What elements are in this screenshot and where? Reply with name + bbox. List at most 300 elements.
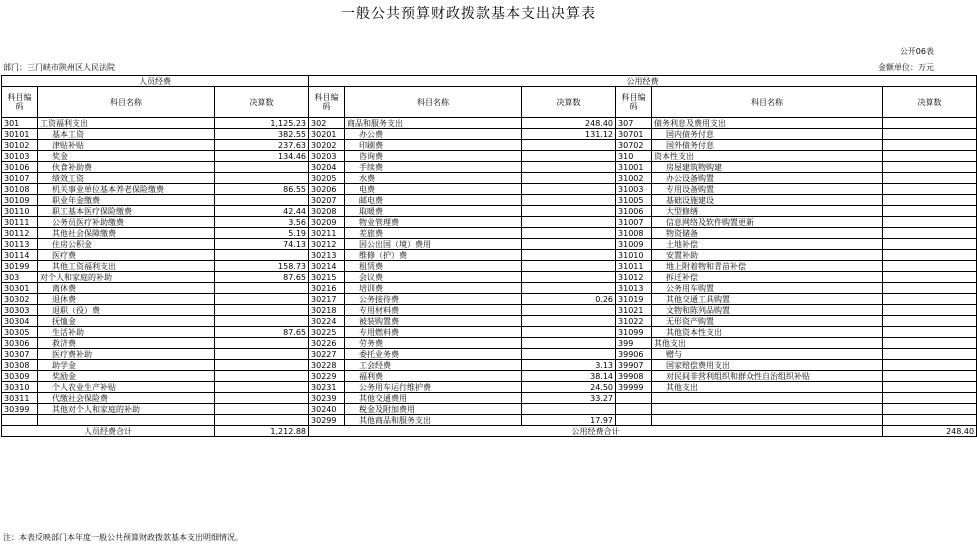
cell-code-2: 30239	[309, 393, 345, 404]
cell-code-3: 31003	[616, 184, 652, 195]
table-row	[2, 140, 977, 151]
cell-name-3: 办公设备购置	[652, 173, 883, 184]
cell-name-3: 土地补偿	[652, 239, 883, 250]
cell-code-2: 30217	[309, 294, 345, 305]
cell-name-3: 物资储备	[652, 228, 883, 239]
totals-row	[2, 426, 977, 437]
cell-amount-1	[215, 404, 309, 415]
cell-code-2: 30211	[309, 228, 345, 239]
cell-name-3: 其他支出	[652, 382, 883, 393]
cell-amount-2	[522, 184, 616, 195]
cell-code-2: 30202	[309, 140, 345, 151]
cell-amount-3	[883, 283, 977, 294]
cell-amount-1	[215, 294, 309, 305]
cell-code-1: 30310	[2, 382, 38, 393]
cell-amount-1: 87.65	[215, 272, 309, 283]
col-name-1: 科目名称	[38, 87, 215, 118]
cell-amount-3	[883, 327, 977, 338]
cell-name-3: 文物和陈列品购置	[652, 305, 883, 316]
cell-code-1: 30309	[2, 371, 38, 382]
cell-amount-3	[883, 349, 977, 360]
table-row	[2, 327, 977, 338]
cell-code-3: 39906	[616, 349, 652, 360]
table-row	[2, 184, 977, 195]
cell-code-1: 30301	[2, 283, 38, 294]
form-number: 公开06表	[899, 47, 934, 56]
cell-amount-3	[883, 305, 977, 316]
cell-amount-3	[883, 338, 977, 349]
table-row	[2, 393, 977, 404]
cell-amount-3	[883, 294, 977, 305]
table-row	[2, 404, 977, 415]
cell-name-1: 医疗费	[38, 250, 215, 261]
cell-amount-1: 42.44	[215, 206, 309, 217]
cell-amount-1: 237.63	[215, 140, 309, 151]
cell-name-1: 住房公积金	[38, 239, 215, 250]
cell-code-1: 30106	[2, 162, 38, 173]
cell-name-3: 专用设备购置	[652, 184, 883, 195]
cell-amount-2	[522, 239, 616, 250]
cell-amount-2	[522, 206, 616, 217]
cell-code-2: 30226	[309, 338, 345, 349]
cell-amount-2: 24.50	[522, 382, 616, 393]
table-row	[2, 228, 977, 239]
cell-name-1: 个人农业生产补贴	[38, 382, 215, 393]
cell-amount-2	[522, 162, 616, 173]
cell-amount-2: 131.12	[522, 129, 616, 140]
section-header-row	[2, 76, 977, 87]
cell-amount-3	[883, 162, 977, 173]
cell-name-1: 退休费	[38, 294, 215, 305]
col-amount-3: 决算数	[883, 87, 977, 118]
cell-code-1: 30111	[2, 217, 38, 228]
cell-name-1: 机关事业单位基本养老保险缴费	[38, 184, 215, 195]
table-row	[2, 305, 977, 316]
cell-amount-3	[883, 371, 977, 382]
table-row	[2, 129, 977, 140]
department-label: 部门：三门峡市陕州区人民法院	[3, 63, 115, 72]
cell-name-1: 工资福利支出	[38, 118, 215, 129]
cell-code-3: 31012	[616, 272, 652, 283]
cell-name-2: 其他交通费用	[345, 393, 522, 404]
cell-name-3: 其他交通工具购置	[652, 294, 883, 305]
cell-name-3: 国外债务付息	[652, 140, 883, 151]
table-row	[2, 415, 977, 426]
cell-amount-2	[522, 404, 616, 415]
cell-code-2: 30216	[309, 283, 345, 294]
cell-amount-1	[215, 162, 309, 173]
cell-amount-3	[883, 217, 977, 228]
cell-amount-3	[883, 393, 977, 404]
cell-name-2: 工会经费	[345, 360, 522, 371]
cell-amount-3	[883, 404, 977, 415]
cell-code-3: 39907	[616, 360, 652, 371]
cell-name-2: 其他商品和服务支出	[345, 415, 522, 426]
cell-name-3	[652, 393, 883, 404]
cell-amount-1: 1,125.23	[215, 118, 309, 129]
cell-code-3: 39908	[616, 371, 652, 382]
cell-amount-2: 33.27	[522, 393, 616, 404]
cell-name-3: 基础设施建设	[652, 195, 883, 206]
cell-amount-2	[522, 272, 616, 283]
public-section-header: 公用经费	[309, 76, 977, 87]
cell-amount-3	[883, 228, 977, 239]
unit-line	[3, 62, 934, 73]
table-row	[2, 382, 977, 393]
cell-code-2: 30224	[309, 316, 345, 327]
cell-code-2: 30218	[309, 305, 345, 316]
cell-code-2: 30212	[309, 239, 345, 250]
cell-name-2: 委托业务费	[345, 349, 522, 360]
cell-amount-3	[883, 272, 977, 283]
cell-amount-1	[215, 316, 309, 327]
table-row	[2, 349, 977, 360]
cell-code-1: 30307	[2, 349, 38, 360]
cell-amount-1	[215, 195, 309, 206]
cell-code-2: 302	[309, 118, 345, 129]
cell-name-2: 咨询费	[345, 151, 522, 162]
table-row	[2, 316, 977, 327]
cell-code-1: 30199	[2, 261, 38, 272]
cell-amount-1	[215, 338, 309, 349]
cell-name-1: 公务员医疗补助缴费	[38, 217, 215, 228]
cell-code-3: 31019	[616, 294, 652, 305]
cell-name-2: 劳务费	[345, 338, 522, 349]
cell-amount-3	[883, 118, 977, 129]
cell-code-2: 30240	[309, 404, 345, 415]
cell-code-1: 30102	[2, 140, 38, 151]
cell-name-1: 奖金	[38, 151, 215, 162]
cell-name-3: 公务用车购置	[652, 283, 883, 294]
cell-code-3	[616, 415, 652, 426]
cell-amount-1	[215, 382, 309, 393]
cell-code-1: 301	[2, 118, 38, 129]
cell-code-3: 31005	[616, 195, 652, 206]
col-code-1: 科目编码	[2, 87, 38, 118]
cell-code-2: 30225	[309, 327, 345, 338]
cell-name-2: 公务接待费	[345, 294, 522, 305]
cell-name-3: 其他资本性支出	[652, 327, 883, 338]
cell-name-1: 其他对个人和家庭的补助	[38, 404, 215, 415]
cell-name-1: 绩效工资	[38, 173, 215, 184]
table-row	[2, 360, 977, 371]
table-row	[2, 272, 977, 283]
cell-code-1: 30308	[2, 360, 38, 371]
cell-name-2: 差旅费	[345, 228, 522, 239]
cell-name-3: 地上附着物和青苗补偿	[652, 261, 883, 272]
cell-amount-1	[215, 371, 309, 382]
cell-amount-2: 17.97	[522, 415, 616, 426]
cell-name-2: 福利费	[345, 371, 522, 382]
cell-amount-2: 38.14	[522, 371, 616, 382]
cell-name-1: 救济费	[38, 338, 215, 349]
cell-name-1: 生活补助	[38, 327, 215, 338]
cell-amount-1	[215, 305, 309, 316]
cell-code-2: 30209	[309, 217, 345, 228]
cell-code-2: 30208	[309, 206, 345, 217]
cell-amount-3	[883, 184, 977, 195]
cell-amount-3	[883, 261, 977, 272]
table-row	[2, 371, 977, 382]
cell-amount-2	[522, 195, 616, 206]
cell-name-1	[38, 415, 215, 426]
cell-amount-3	[883, 195, 977, 206]
col-amount-2: 决算数	[522, 87, 616, 118]
cell-code-3: 31010	[616, 250, 652, 261]
cell-amount-1	[215, 349, 309, 360]
cell-code-2: 30201	[309, 129, 345, 140]
cell-name-2: 租赁费	[345, 261, 522, 272]
col-code-3: 科目编码	[616, 87, 652, 118]
cell-name-3: 对民间非营利组织和群众性自治组织补贴	[652, 371, 883, 382]
cell-code-3: 31007	[616, 217, 652, 228]
personnel-total-value: 1,212.88	[215, 426, 309, 437]
cell-amount-1: 74.13	[215, 239, 309, 250]
cell-code-3: 39999	[616, 382, 652, 393]
cell-amount-2	[522, 316, 616, 327]
cell-amount-1	[215, 415, 309, 426]
cell-code-3	[616, 404, 652, 415]
cell-code-2: 30214	[309, 261, 345, 272]
cell-name-3: 无形资产购置	[652, 316, 883, 327]
cell-name-1: 基本工资	[38, 129, 215, 140]
cell-amount-1: 3.56	[215, 217, 309, 228]
table-row	[2, 118, 977, 129]
cell-code-3: 307	[616, 118, 652, 129]
cell-name-1: 职工基本医疗保险缴费	[38, 206, 215, 217]
cell-name-1: 助学金	[38, 360, 215, 371]
col-amount-1: 决算数	[215, 87, 309, 118]
cell-code-3: 31013	[616, 283, 652, 294]
cell-name-2: 维修（护）费	[345, 250, 522, 261]
table-row	[2, 283, 977, 294]
cell-code-3: 30701	[616, 129, 652, 140]
cell-amount-2	[522, 140, 616, 151]
personnel-total-label: 人员经费合计	[2, 426, 215, 437]
cell-amount-2	[522, 261, 616, 272]
amount-unit-label: 金额单位：万元	[878, 63, 934, 72]
cell-code-1: 30311	[2, 393, 38, 404]
cell-name-2: 水费	[345, 173, 522, 184]
public-total-value: 248.40	[883, 426, 977, 437]
cell-name-1: 对个人和家庭的补助	[38, 272, 215, 283]
cell-amount-2	[522, 338, 616, 349]
cell-amount-2: 0.26	[522, 294, 616, 305]
personnel-section-header: 人员经费	[2, 76, 309, 87]
cell-amount-3	[883, 140, 977, 151]
cell-amount-2	[522, 173, 616, 184]
cell-amount-1: 86.55	[215, 184, 309, 195]
cell-code-3: 31001	[616, 162, 652, 173]
cell-name-2: 商品和服务支出	[345, 118, 522, 129]
cell-amount-3	[883, 151, 977, 162]
cell-code-1: 30113	[2, 239, 38, 250]
cell-amount-2	[522, 327, 616, 338]
cell-code-3: 31021	[616, 305, 652, 316]
cell-amount-2	[522, 217, 616, 228]
cell-name-2: 税金及附加费用	[345, 404, 522, 415]
cell-code-3: 31008	[616, 228, 652, 239]
cell-amount-1	[215, 173, 309, 184]
cell-code-2: 30206	[309, 184, 345, 195]
cell-code-2: 30207	[309, 195, 345, 206]
cell-code-3	[616, 393, 652, 404]
cell-code-3: 31009	[616, 239, 652, 250]
cell-name-1: 抚恤金	[38, 316, 215, 327]
cell-amount-3	[883, 129, 977, 140]
cell-amount-2	[522, 349, 616, 360]
cell-amount-3	[883, 316, 977, 327]
cell-amount-1	[215, 250, 309, 261]
cell-amount-1: 87.65	[215, 327, 309, 338]
cell-code-2: 30204	[309, 162, 345, 173]
cell-name-2: 会议费	[345, 272, 522, 283]
cell-amount-3	[883, 239, 977, 250]
cell-code-3: 310	[616, 151, 652, 162]
cell-code-1: 30109	[2, 195, 38, 206]
cell-name-3: 大型修缮	[652, 206, 883, 217]
cell-amount-3	[883, 250, 977, 261]
cell-name-2: 培训费	[345, 283, 522, 294]
cell-name-1: 其他工资福利支出	[38, 261, 215, 272]
cell-name-2: 印刷费	[345, 140, 522, 151]
cell-name-1: 奖励金	[38, 371, 215, 382]
cell-code-1: 30112	[2, 228, 38, 239]
cell-code-1: 30306	[2, 338, 38, 349]
cell-name-3: 其他支出	[652, 338, 883, 349]
cell-amount-2: 248.40	[522, 118, 616, 129]
cell-code-1: 30399	[2, 404, 38, 415]
cell-code-3: 30702	[616, 140, 652, 151]
cell-name-2: 取暖费	[345, 206, 522, 217]
cell-name-2: 电费	[345, 184, 522, 195]
cell-name-3: 安置补助	[652, 250, 883, 261]
cell-amount-2	[522, 305, 616, 316]
cell-code-1: 30107	[2, 173, 38, 184]
cell-name-3: 拆迁补偿	[652, 272, 883, 283]
footnote: 注：本表反映部门本年度一般公共预算财政拨款基本支出明细情况。	[3, 533, 243, 542]
cell-amount-3	[883, 206, 977, 217]
cell-name-1: 代缴社会保险费	[38, 393, 215, 404]
cell-amount-2	[522, 228, 616, 239]
cell-amount-1	[215, 360, 309, 371]
cell-amount-1: 382.55	[215, 129, 309, 140]
cell-code-1: 30304	[2, 316, 38, 327]
cell-name-3: 资本性支出	[652, 151, 883, 162]
column-header-row	[2, 87, 977, 118]
cell-amount-2	[522, 151, 616, 162]
cell-name-1: 离休费	[38, 283, 215, 294]
cell-amount-1	[215, 393, 309, 404]
cell-code-1: 30114	[2, 250, 38, 261]
cell-name-2: 办公费	[345, 129, 522, 140]
cell-amount-3	[883, 360, 977, 371]
cell-name-1: 伙食补助费	[38, 162, 215, 173]
cell-amount-3	[883, 415, 977, 426]
cell-code-2: 30203	[309, 151, 345, 162]
cell-name-3	[652, 404, 883, 415]
table-row	[2, 217, 977, 228]
cell-code-2: 30227	[309, 349, 345, 360]
table-row	[2, 338, 977, 349]
cell-name-1: 津贴补贴	[38, 140, 215, 151]
cell-code-3: 399	[616, 338, 652, 349]
cell-name-2: 被装购置费	[345, 316, 522, 327]
cell-code-1: 30103	[2, 151, 38, 162]
table-row	[2, 151, 977, 162]
cell-code-3: 31002	[616, 173, 652, 184]
cell-name-1: 其他社会保障缴费	[38, 228, 215, 239]
cell-name-3: 债务利息及费用支出	[652, 118, 883, 129]
cell-code-1: 30303	[2, 305, 38, 316]
cell-code-2: 30231	[309, 382, 345, 393]
cell-name-3: 国内债务付息	[652, 129, 883, 140]
cell-name-1: 退职（役）费	[38, 305, 215, 316]
cell-amount-1	[215, 283, 309, 294]
col-code-2: 科目编码	[309, 87, 345, 118]
cell-code-2: 30299	[309, 415, 345, 426]
cell-name-2: 手续费	[345, 162, 522, 173]
page-title: 一般公共预算财政拨款基本支出决算表	[341, 6, 596, 22]
cell-code-1: 30110	[2, 206, 38, 217]
table-row	[2, 239, 977, 250]
cell-code-3: 31011	[616, 261, 652, 272]
cell-amount-1: 158.73	[215, 261, 309, 272]
cell-code-1: 30108	[2, 184, 38, 195]
cell-amount-3	[883, 173, 977, 184]
expenditure-table	[1, 75, 977, 437]
cell-code-1: 303	[2, 272, 38, 283]
cell-name-3: 信息网络及软件购置更新	[652, 217, 883, 228]
cell-name-2: 邮电费	[345, 195, 522, 206]
cell-amount-1: 5.19	[215, 228, 309, 239]
cell-code-2: 30205	[309, 173, 345, 184]
cell-amount-2	[522, 283, 616, 294]
cell-amount-1: 134.46	[215, 151, 309, 162]
table-row	[2, 250, 977, 261]
cell-code-2: 30215	[309, 272, 345, 283]
cell-name-1: 职业年金缴费	[38, 195, 215, 206]
cell-name-2: 专用燃料费	[345, 327, 522, 338]
cell-name-3	[652, 415, 883, 426]
public-total-label: 公用经费合计	[309, 426, 883, 437]
table-row	[2, 173, 977, 184]
cell-code-2: 30229	[309, 371, 345, 382]
table-row	[2, 195, 977, 206]
cell-code-3: 31006	[616, 206, 652, 217]
cell-name-1: 医疗费补助	[38, 349, 215, 360]
cell-code-1	[2, 415, 38, 426]
table-row	[2, 294, 977, 305]
cell-code-1: 30101	[2, 129, 38, 140]
cell-name-2: 专用材料费	[345, 305, 522, 316]
cell-name-2: 因公出国（境）费用	[345, 239, 522, 250]
col-name-2: 科目名称	[345, 87, 522, 118]
cell-code-3: 31099	[616, 327, 652, 338]
table-row	[2, 162, 977, 173]
cell-code-1: 30305	[2, 327, 38, 338]
cell-amount-3	[883, 382, 977, 393]
cell-code-2: 30228	[309, 360, 345, 371]
cell-code-2: 30213	[309, 250, 345, 261]
cell-name-3: 房屋建筑物购建	[652, 162, 883, 173]
cell-amount-2: 3.13	[522, 360, 616, 371]
cell-name-3: 赠与	[652, 349, 883, 360]
col-name-3: 科目名称	[652, 87, 883, 118]
cell-name-2: 物业管理费	[345, 217, 522, 228]
cell-name-3: 国家赔偿费用支出	[652, 360, 883, 371]
cell-amount-2	[522, 250, 616, 261]
